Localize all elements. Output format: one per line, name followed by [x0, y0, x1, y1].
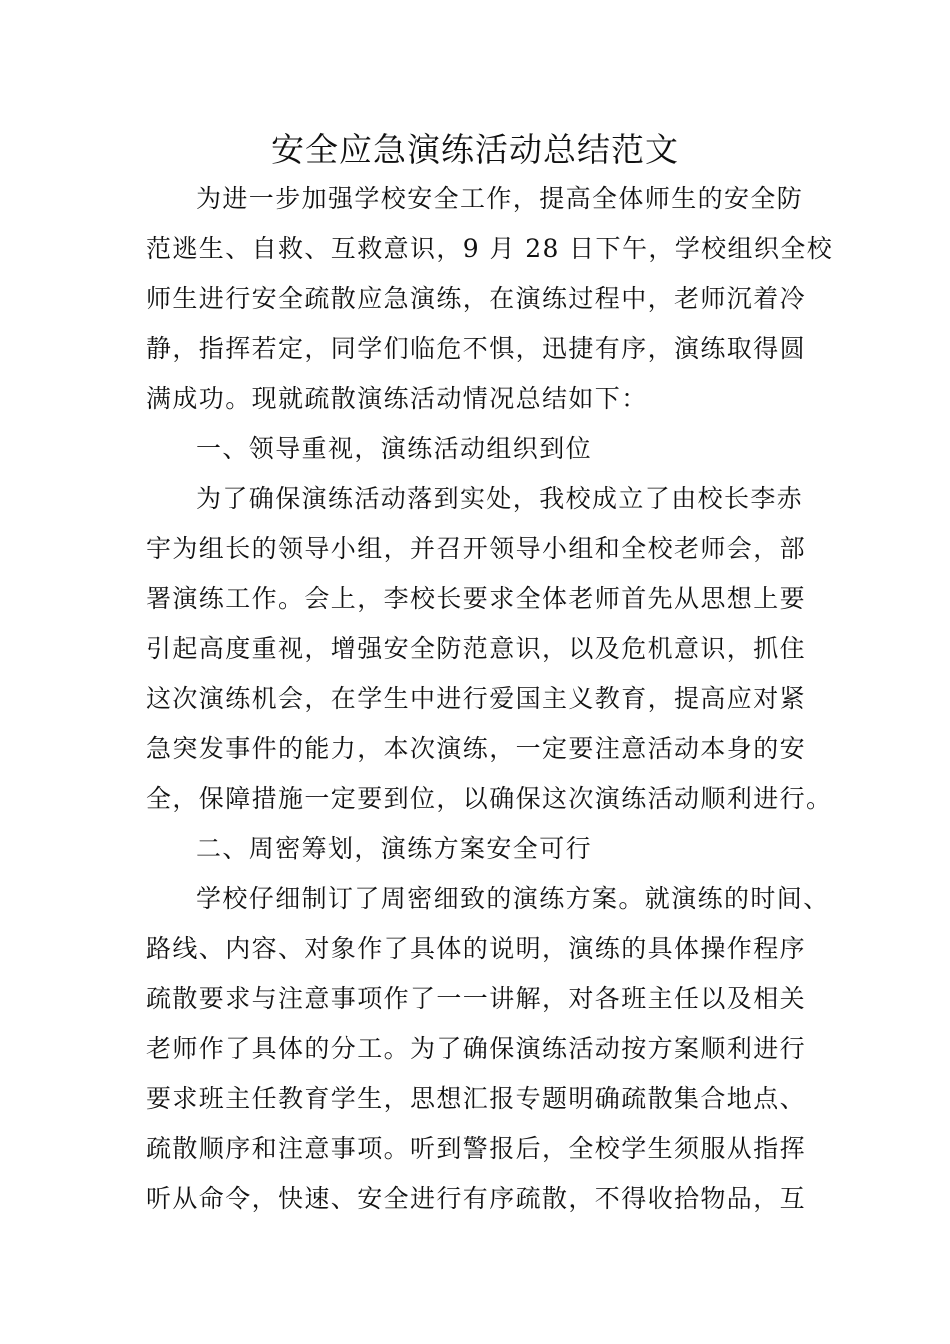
section-heading: 一、领导重视，演练活动组织到位	[196, 434, 593, 463]
paragraph-line: 师生进行安全疏散应急演练，在演练过程中，老师沉着冷	[146, 284, 807, 313]
paragraph-line: 全，保障措施一定要到位，以确保这次演练活动顺利进行。	[146, 784, 833, 813]
paragraph-line: 为了确保演练活动落到实处，我校成立了由校长李赤	[196, 484, 804, 513]
paragraph-line: 这次演练机会，在学生中进行爱国主义教育，提高应对紧	[146, 684, 807, 713]
paragraph-line: 静，指挥若定，同学们临危不惧，迅捷有序，演练取得圆	[146, 334, 807, 363]
section-heading: 二、周密筹划，演练方案安全可行	[196, 834, 593, 863]
paragraph-line: 宇为组长的领导小组，并召开领导小组和全校老师会，部	[146, 534, 807, 563]
paragraph-line: 署演练工作。会上，李校长要求全体老师首先从思想上要	[146, 584, 807, 613]
paragraph-line: 疏散顺序和注意事项。听到警报后，全校学生须服从指挥	[146, 1134, 807, 1163]
paragraph-line: 引起高度重视，增强安全防范意识，以及危机意识，抓住	[146, 634, 807, 663]
paragraph-line: 范逃生、自救、互救意识，9 月 28 日下午，学校组织全校	[146, 234, 834, 263]
document-title: 安全应急演练活动总结范文	[271, 130, 679, 169]
paragraph-line: 急突发事件的能力，本次演练，一定要注意活动本身的安	[146, 734, 807, 763]
paragraph-line: 听从命令，快速、安全进行有序疏散，不得收拾物品，互	[146, 1184, 807, 1213]
paragraph-line: 满成功。现就疏散演练活动情况总结如下：	[146, 384, 648, 413]
paragraph-line: 要求班主任教育学生，思想汇报专题明确疏散集合地点、	[146, 1084, 807, 1113]
paragraph-line: 为进一步加强学校安全工作，提高全体师生的安全防	[196, 184, 804, 213]
paragraph-line: 老师作了具体的分工。为了确保演练活动按方案顺利进行	[146, 1034, 807, 1063]
paragraph-line: 路线、内容、对象作了具体的说明，演练的具体操作程序	[146, 934, 807, 963]
paragraph-line: 疏散要求与注意事项作了一一讲解，对各班主任以及相关	[146, 984, 807, 1013]
paragraph-line: 学校仔细制订了周密细致的演练方案。就演练的时间、	[196, 884, 830, 913]
